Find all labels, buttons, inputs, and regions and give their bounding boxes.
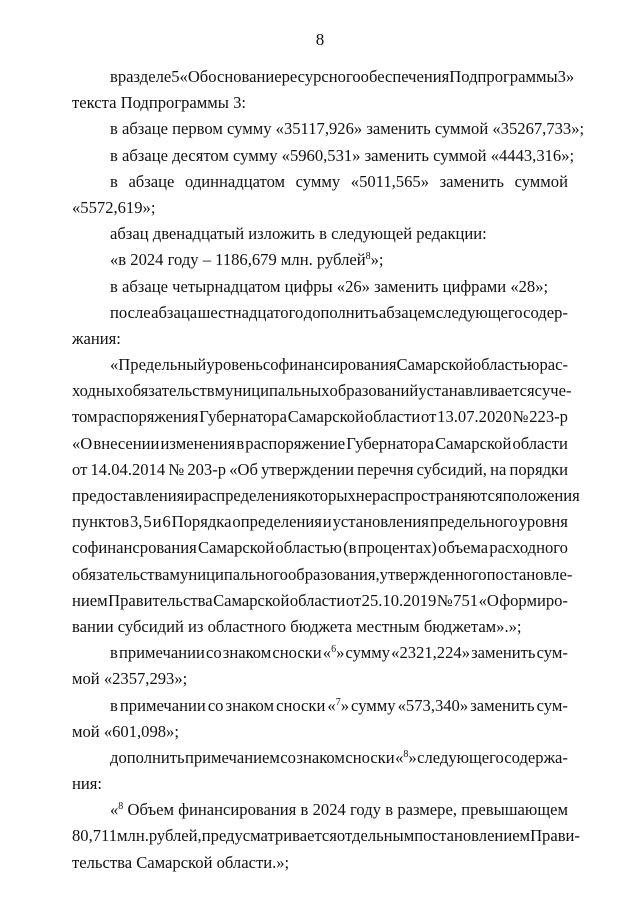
text-word: положения: [502, 486, 580, 505]
text-line: «в 2024 году – 1186,679 млн. рублей$^8$»;: [110, 250, 384, 270]
text-word: №: [436, 590, 453, 610]
text-word: области: [289, 590, 346, 610]
text-word: превышающем: [461, 800, 568, 820]
text-word: следующего: [417, 747, 504, 767]
text-line: [72, 509, 568, 535]
text-word: (в: [343, 538, 357, 558]
text-word: финансирования: [178, 800, 297, 820]
text-word: муниципального: [169, 564, 288, 584]
text-word: областью: [275, 538, 342, 558]
text-word: области: [364, 407, 421, 427]
text-word: №: [168, 459, 185, 479]
text-line: [72, 693, 568, 719]
text-word: субсидий,: [416, 459, 487, 479]
text-word: «О: [478, 590, 499, 610]
text-word: заменить: [470, 695, 535, 715]
text-word: со: [207, 695, 224, 715]
text-word: знаком: [296, 747, 345, 767]
text-word: абзаце: [128, 171, 175, 191]
text-word: перечня: [357, 459, 414, 479]
text-line: текста Подпрограммы 3:: [72, 93, 246, 113]
text-word: порядки: [509, 459, 568, 479]
text-word: устанавливается: [418, 381, 535, 401]
text-line: [72, 588, 568, 614]
text-word: после: [110, 302, 151, 322]
text-word: пунктов: [72, 512, 130, 532]
text-word: заменить: [471, 643, 536, 663]
text-word: образования,: [287, 564, 380, 584]
text-word: сумму: [295, 171, 341, 191]
text-word: 25.10.2019: [361, 590, 437, 610]
text-word: от: [345, 590, 362, 610]
text-word: одиннадцатом: [185, 171, 286, 191]
text-word: не: [355, 486, 373, 505]
text-word: установления: [332, 512, 429, 532]
text-word: в: [110, 643, 118, 663]
text-word: содер-: [523, 302, 568, 322]
text-word: «Предельный: [110, 355, 207, 375]
text-word: обязательств: [124, 381, 215, 401]
text-word: 6: [162, 512, 171, 532]
text-word: предельного: [429, 512, 518, 532]
text-word: знаком: [225, 695, 275, 715]
text-line: [72, 797, 568, 823]
text-word: распространяются: [372, 486, 503, 505]
text-word: и: [152, 512, 162, 532]
text-line: [72, 483, 580, 509]
text-line: мой «2357,293»;: [72, 669, 188, 689]
text-word: областью: [472, 355, 540, 375]
text-word: знаком: [222, 643, 272, 663]
text-word: 3,: [130, 512, 143, 532]
text-line: [72, 823, 580, 849]
text-word: «$^8$: [110, 800, 124, 820]
text-word: 5: [143, 512, 152, 532]
text-word: распоряжение: [245, 433, 346, 453]
text-line: жания:: [72, 328, 121, 348]
text-word: сноски: [272, 643, 322, 663]
text-word: в: [110, 67, 118, 86]
text-word: с: [534, 381, 542, 401]
text-word: обеспечения: [360, 67, 450, 86]
text-word: примечанием: [185, 747, 280, 767]
text-word: «5011,565»: [350, 171, 429, 191]
text-word: и: [322, 512, 332, 532]
text-word: процентах): [357, 538, 437, 558]
text-line: абзац двенадцатый изложить в следующей редакции:: [110, 224, 487, 244]
text-word: обязательства: [72, 564, 170, 584]
text-line: ния:: [72, 774, 103, 794]
text-word: от: [421, 407, 437, 427]
text-word: постановле-: [486, 564, 573, 584]
text-line: [72, 640, 568, 666]
text-word: примечании: [119, 695, 206, 715]
text-line: [72, 378, 572, 404]
text-word: в: [300, 800, 309, 820]
text-word: определения: [232, 512, 322, 532]
text-word: сноски: [276, 695, 326, 715]
text-word: распоряжения: [98, 407, 199, 427]
text-word: Порядка: [171, 512, 232, 532]
text-word: со: [280, 747, 296, 767]
text-word: абзаца: [151, 302, 198, 322]
text-word: рублей,: [148, 826, 202, 846]
text-line: [72, 352, 568, 378]
text-word: 5: [171, 67, 180, 86]
text-word: со: [205, 643, 222, 663]
text-word: предоставления: [72, 486, 185, 505]
text-line: в абзаце первом сумму «35117,926» заменить суммой «35267,733»;: [110, 119, 585, 139]
text-word: заменить: [439, 171, 504, 191]
text-line: «5572,619»;: [72, 197, 156, 217]
text-word: 203-р: [187, 459, 227, 479]
text-word: году: [350, 800, 381, 820]
text-word: отдельным: [336, 826, 415, 846]
text-word: от: [72, 459, 88, 479]
text-word: и: [184, 486, 194, 505]
text-word: размере,: [397, 800, 457, 820]
text-word: утверждении: [261, 459, 354, 479]
text-word: «Обоснование: [179, 67, 282, 86]
text-word: примечании: [118, 643, 205, 663]
text-word: области: [512, 433, 568, 453]
text-word: в: [385, 800, 394, 820]
text-word: суммой: [514, 171, 568, 191]
text-word: следующего: [435, 302, 523, 322]
text-word: постановлением: [414, 826, 531, 846]
text-line: [72, 457, 568, 483]
text-word: Самарской: [197, 538, 275, 558]
text-line: тельства Самарской области.»;: [72, 852, 290, 872]
text-word: сум-: [536, 643, 568, 663]
text-word: изменения: [160, 433, 236, 453]
text-line: [72, 300, 568, 326]
text-word: 2024: [312, 800, 346, 820]
text-word: сноски: [345, 747, 395, 767]
text-line: [72, 431, 568, 457]
text-word: содержа-: [504, 747, 568, 767]
text-word: объема: [438, 538, 489, 558]
text-word: «2321,224»: [391, 643, 470, 663]
text-word: на: [490, 459, 507, 479]
text-word: внесении: [93, 433, 160, 453]
text-word: сумму: [351, 695, 396, 715]
text-word: млн.: [117, 826, 149, 846]
text-line: [72, 562, 573, 588]
text-line: [72, 64, 575, 90]
text-word: 13.07.2020: [437, 407, 512, 427]
text-word: «Об: [229, 459, 258, 479]
text-word: Самарской: [435, 433, 512, 453]
text-line: вании субсидий из областного бюджета местным бюджетам».»;: [72, 616, 522, 636]
text-word: образований: [329, 381, 419, 401]
text-word: уровень: [206, 355, 263, 375]
text-line: [72, 535, 568, 561]
text-word: «О: [72, 433, 93, 453]
text-word: рас-: [539, 355, 568, 375]
text-word: ходных: [72, 381, 125, 401]
text-word: которых: [297, 486, 356, 505]
text-word: Губернатора: [199, 407, 287, 427]
text-line: мой «601,098»;: [72, 721, 179, 741]
text-line: в абзаце десятом сумму «5960,531» заменить суммой «4443,316»;: [110, 145, 575, 165]
text-line: [72, 169, 568, 195]
text-word: Губернатора: [346, 433, 434, 453]
text-word: «573,340»: [397, 695, 469, 715]
text-word: 80,711: [72, 826, 118, 846]
text-word: софинансирования: [262, 355, 397, 375]
text-word: Самарской: [396, 355, 473, 375]
text-word: разделе: [117, 67, 172, 86]
text-word: шестнадцатого: [197, 302, 304, 322]
text-word: Самарской: [213, 590, 290, 610]
text-word: дополнить: [303, 302, 379, 322]
text-word: расходного: [489, 538, 568, 558]
text-word: «$^7$»: [327, 695, 349, 715]
text-word: утвержденного: [379, 564, 487, 584]
text-word: сумму: [345, 643, 391, 663]
document-body: [72, 64, 585, 876]
text-word: нием: [72, 590, 108, 610]
text-word: софинансрования: [72, 538, 197, 558]
text-word: Прави-: [530, 826, 580, 846]
text-word: том: [72, 407, 98, 427]
text-word: «$^8$»: [395, 747, 417, 767]
text-word: №: [512, 407, 529, 427]
text-word: муниципальных: [214, 381, 330, 401]
text-word: Объем: [127, 800, 175, 820]
text-word: 751: [453, 590, 479, 610]
text-word: в: [110, 695, 118, 715]
text-word: дополнить: [110, 747, 185, 767]
text-word: предусматривается: [201, 826, 337, 846]
text-line: [72, 404, 568, 430]
text-word: Правительства: [108, 590, 213, 610]
text-word: распределения: [193, 486, 298, 505]
text-word: Подпрограммы: [449, 67, 558, 86]
text-word: уровня: [518, 512, 568, 532]
text-word: ресурсного: [281, 67, 361, 86]
text-word: «$^6$»: [322, 643, 345, 663]
text-word: 3»: [557, 67, 575, 86]
text-word: 223-р: [529, 407, 568, 427]
text-word: уче-: [542, 381, 572, 401]
text-line: [72, 745, 568, 771]
text-word: абзацем: [378, 302, 436, 322]
text-word: Самарской: [287, 407, 364, 427]
text-line: в абзаце четырнадцатом цифры «26» заменить цифрами «28»;: [110, 276, 549, 296]
text-word: в: [110, 171, 118, 191]
text-word: 14.04.2014: [90, 459, 166, 479]
text-word: в: [236, 433, 245, 453]
page-number: 8: [315, 30, 325, 49]
text-word: сум-: [536, 695, 568, 715]
text-word: формиро-: [499, 590, 568, 610]
